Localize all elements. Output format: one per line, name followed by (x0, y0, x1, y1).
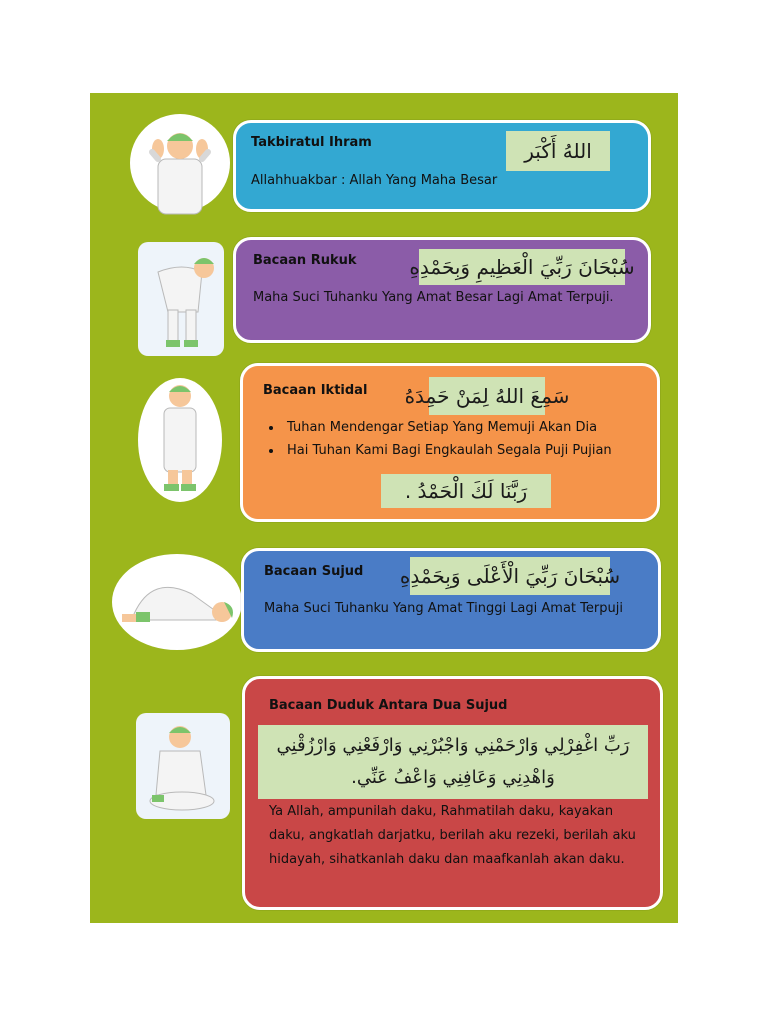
takbir-figure-image (130, 114, 230, 212)
section-title: Takbiratul Ihram (251, 135, 372, 150)
arabic-text: سُبْحَانَ رَبِّيَ الْأَعْلَى وَبِحَمْدِهِ (410, 557, 610, 595)
section-title: Bacaan Duduk Antara Dua Sujud (269, 698, 508, 713)
list-item: • Hai Tuhan Kami Bagi Engkaulah Segala Puji Pujian (283, 439, 663, 462)
section-bacaan-sujud-card (241, 548, 661, 652)
arabic-line-1: رَبِّ اغْفِرْلِي وَارْحَمْنِي وَاجْبُرْنِي وَارْفَعْنِي وَارْزُقْنِي (276, 735, 630, 756)
arabic-text-secondary: رَبَّنَا لَكَ الْحَمْدُ . (381, 474, 551, 508)
person-sitting-icon (136, 713, 230, 819)
arabic-text: سُبْحَانَ رَبِّيَ الْعَظِيمِ وَبِحَمْدِهِ (419, 249, 625, 285)
section-title: Bacaan Rukuk (253, 253, 357, 268)
section-title: Bacaan Iktidal (263, 383, 368, 398)
arabic-text: اللهُ أَكْبَر (506, 131, 610, 171)
person-takbir-icon (130, 114, 230, 212)
translation-text: Ya Allah, ampunilah daku, Rahmatilah daku, kayakan daku, angkatlah darjatku, berilah aku rezeki, berilah aku hidayah, sihatkanlah daku dan maafkanlah akan daku. (269, 804, 636, 867)
duduk-figure-image (136, 713, 230, 819)
translation-text: Maha Suci Tuhanku Yang Amat Besar Lagi Amat Terpuji. (253, 290, 614, 305)
arabic-text: سَمِعَ اللهُ لِمَنْ حَمِدَهُ (429, 377, 545, 415)
rukuk-figure-image (138, 242, 224, 356)
iktidal-figure-image (138, 378, 222, 502)
section-duduk-antara-dua-sujud-card (242, 676, 663, 910)
translation-list (265, 416, 663, 462)
list-item: • Tuhan Mendengar Setiap Yang Memuji Akan Dia (283, 416, 663, 439)
section-bacaan-iktidal-card (240, 363, 660, 522)
translation-text: Allahhuakbar : Allah Yang Maha Besar (251, 173, 498, 188)
person-prostrating-icon (112, 554, 242, 650)
translation-text: Maha Suci Tuhanku Yang Amat Tinggi Lagi Amat Terpuji (264, 601, 623, 616)
section-title: Bacaan Sujud (264, 564, 364, 579)
person-rukuk-icon (138, 242, 224, 356)
arabic-line-2: وَاهْدِنِي وَعَافِنِي وَاعْفُ عَنِّي. (351, 767, 555, 788)
arabic-text (258, 725, 648, 799)
section-bacaan-rukuk-card (233, 237, 651, 343)
sujud-figure-image (112, 554, 242, 650)
person-standing-icon (138, 378, 222, 502)
section-takbiratul-ihram-card (233, 120, 651, 212)
